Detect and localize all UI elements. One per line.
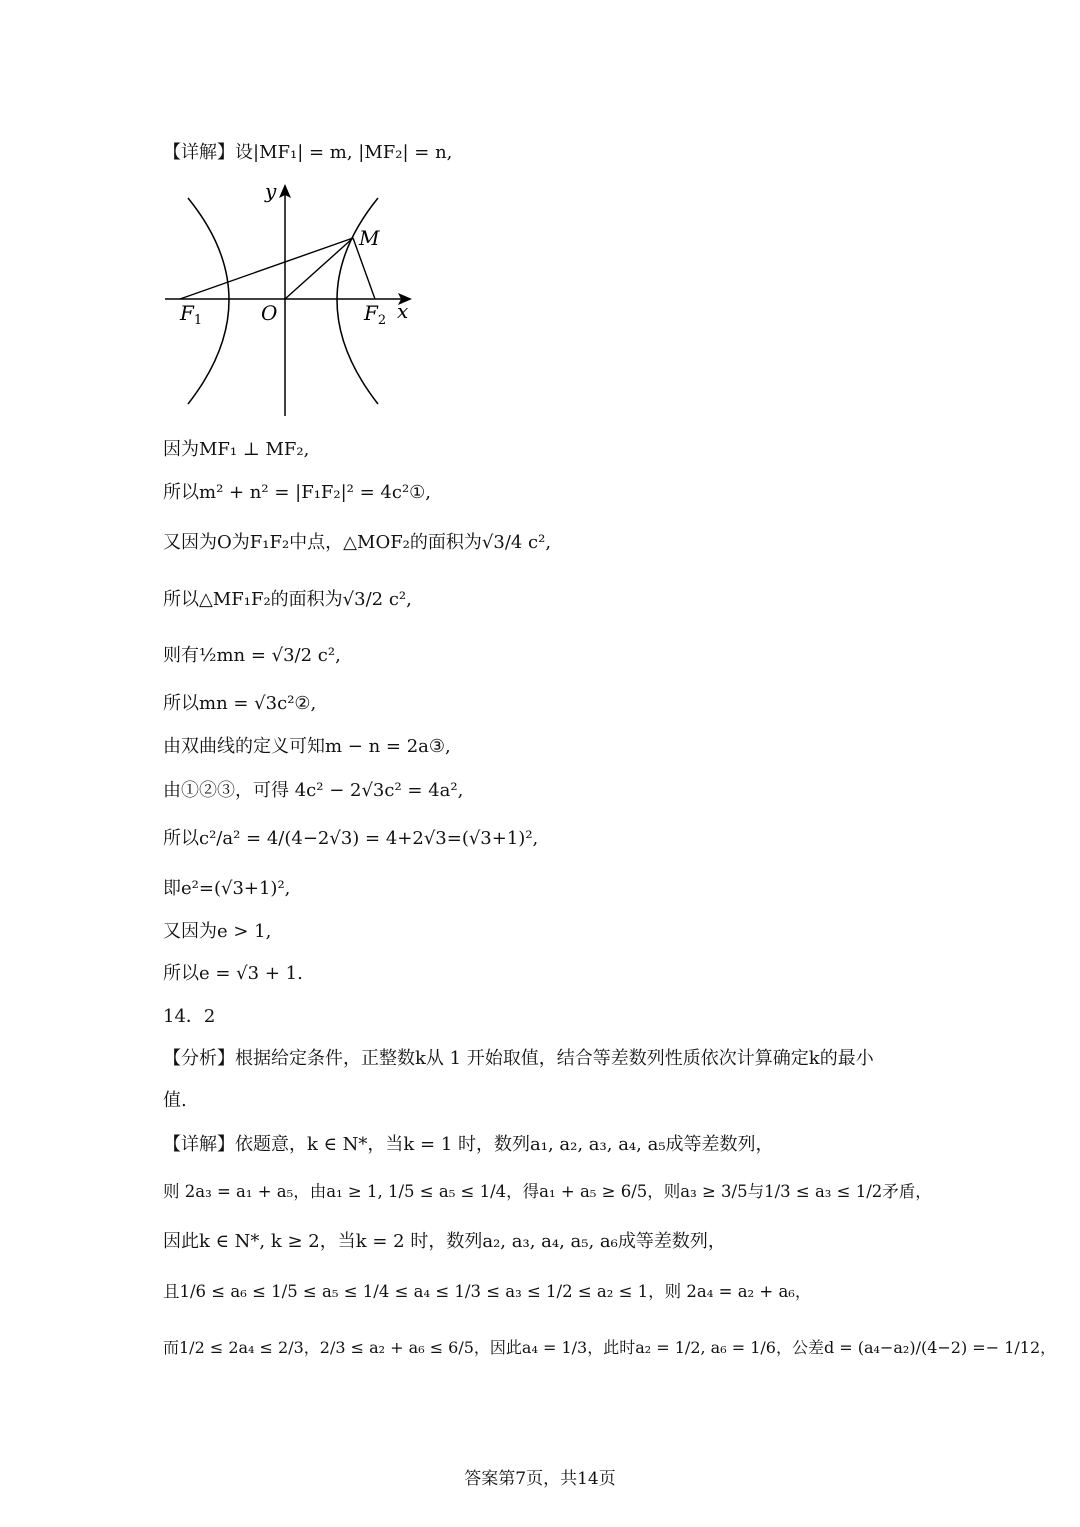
- page-footer: 答案第7页，共14页: [464, 1469, 616, 1489]
- question-number: 14．2: [163, 1006, 216, 1027]
- hyperbola-left-branch: [188, 198, 229, 404]
- label-F2: $F_2$: [364, 301, 387, 328]
- text-line: 因此k ∈ N*, k ≥ 2，当k = 2 时，数列a₂, a₃, a₄, a₅, a₆成等差数列，: [163, 1231, 726, 1252]
- text-line: 则有½mn = √3/2 c²,: [163, 645, 341, 666]
- analysis-line: 【分析】根据给定条件，正整数k从 1 开始取值，结合等差数列性质依次计算确定k的最小: [163, 1048, 874, 1069]
- label-x: x: [397, 299, 409, 323]
- text-line: 即e²=(√3+1)²,: [163, 878, 291, 899]
- text-line: 且1/6 ≤ a₆ ≤ 1/5 ≤ a₅ ≤ 1/4 ≤ a₄ ≤ 1/3 ≤ a₃ ≤ 1/2 ≤ a₂ ≤ 1，则 2a₄ = a₂ + a₆，: [163, 1282, 812, 1301]
- analysis-line-cont: 值.: [163, 1090, 187, 1111]
- label-O: O: [261, 301, 278, 325]
- segment-F1M: [180, 238, 353, 299]
- label-y: y: [265, 179, 277, 203]
- text-line: 又因为e > 1,: [163, 921, 272, 942]
- label-F1: $F_1$: [180, 301, 203, 328]
- text-line: 由①②③，可得 4c² − 2√3c² = 4a²,: [163, 780, 464, 801]
- text-line: 又因为O为F₁F₂中点，△MOF₂的面积为√3/4 c²,: [163, 532, 552, 553]
- label-M: M: [359, 226, 380, 250]
- text-line: 因为MF₁ ⊥ MF₂,: [163, 439, 310, 460]
- text-line: 所以mn = √3c²②,: [163, 693, 317, 714]
- text-line: 由双曲线的定义可知m − n = 2a③,: [163, 736, 451, 757]
- text-line: 则 2a₃ = a₁ + a₅，由a₁ ≥ 1, 1/5 ≤ a₅ ≤ 1/4，得a₁ + a₅ ≥ 6/5，则a₃ ≥ 3/5与1/3 ≤ a₃ ≤ 1/2矛盾，: [163, 1182, 932, 1201]
- detail-line: 【详解】依题意，k ∈ N*，当k = 1 时，数列a₁, a₂, a₃, a₄, a₅成等差数列，: [163, 1134, 774, 1155]
- detail-intro: 【详解】设|MF₁| = m, |MF₂| = n,: [163, 142, 453, 163]
- text-line: 而1/2 ≤ 2a₄ ≤ 2/3，2/3 ≤ a₂ + a₆ ≤ 6/5，因此a₄ = 1/3，此时a₂ = 1/2, a₆ = 1/6，公差d = (a₄−a₂)/(4−2) =− 1/12，: [163, 1338, 1057, 1357]
- hyperbola-figure: [160, 178, 420, 423]
- text-line: 所以△MF₁F₂的面积为√3/2 c²,: [163, 589, 412, 610]
- text-line: 所以m² + n² = |F₁F₂|² = 4c²①,: [163, 482, 432, 503]
- text-line: 所以e = √3 + 1.: [163, 963, 303, 984]
- segment-OM: [285, 238, 353, 299]
- text-line: 所以c²/a² = 4/(4−2√3) = 4+2√3=(√3+1)²,: [163, 828, 539, 849]
